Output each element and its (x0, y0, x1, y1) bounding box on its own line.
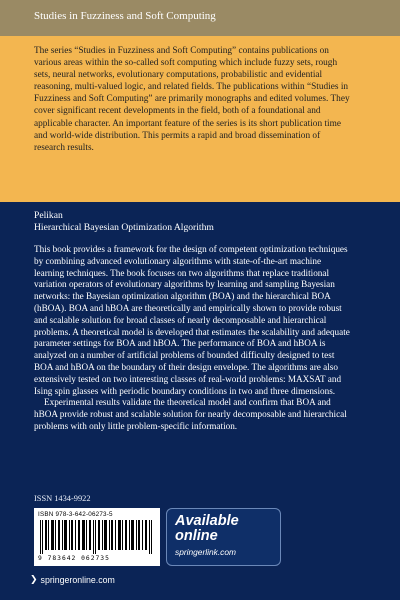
book-title: Hierarchical Bayesian Optimization Algorithm (34, 222, 214, 233)
springerlink-url: springerlink.com (175, 547, 236, 557)
author-name: Pelikan (34, 210, 63, 221)
online-label: online (175, 528, 218, 544)
series-description-block (0, 36, 400, 202)
issn-number: ISSN 1434-9922 (34, 494, 91, 503)
springer-online-link[interactable] (30, 574, 115, 585)
description-paragraph-1: This book provides a framework for the design of competent optimization techniques by combining advanced evolutionary algorithms with state-of-the-art machine learning techniques. The book focuses on two algorithms that replace traditional variation operators of evolutionary algorithms by learning and sampling Bayesian networks: the Bayesian optimization algorithm (BOA) and the hierarchical BOA (hBOA). BOA and hBOA are theoretically and empirically shown to provide robust and scalable solution for broad classes of nearly decomposable and hierarchical problems. A theoretical model is developed that estimates the scalability and adequate parameter settings for BOA and hBOA. The performance of BOA and hBOA is analyzed on a number of artificial problems of bounded difficulty designed to test BOA and hBOA on the boundary of their design envelope. The algorithms are also extensively tested on two interesting classes of real-world problems: MAXSAT and Ising spin glasses with periodic boundary conditions in two and three dimensions. (34, 244, 350, 396)
available-online-badge[interactable] (166, 508, 281, 566)
description-paragraph-2: Experimental results validate the theoretical model and confirm that BOA and hBOA provide robust and scalable solution for nearly decomposable and hierarchical problems with only little problem-specific information. (34, 397, 347, 431)
book-info (34, 210, 352, 433)
isbn-text: ISBN 978-3-642-06273-5 (38, 511, 113, 518)
barcode-digits: 9 783642 062735 (38, 555, 110, 562)
chevron-right-icon: ❯ (30, 574, 38, 584)
series-title-bar (0, 0, 400, 36)
series-description-text: The series “Studies in Fuzziness and Soft Computing” contains publications on various areas within the so-called soft computing which include fuzzy sets, rough sets, neural networks, evolutionary computations, probabilistic and evidential reasoning, multi-valued logic, and related fields. The publications within “Studies in Fuzziness and Soft Computing” are primarily monographs and edited volumes. They cover significant recent developments in the field, both of a foundational and applicable character. An important feature of the series is its short publication time and world-wide distribution. This permits a rapid and broad dissemination of research results. (34, 46, 350, 153)
springer-online-text: springeronline.com (40, 574, 115, 585)
series-title: Studies in Fuzziness and Soft Computing (34, 10, 216, 22)
book-description (34, 244, 352, 433)
available-label: Available (175, 513, 239, 529)
barcode-icon (38, 520, 156, 554)
isbn-barcode (34, 508, 160, 566)
